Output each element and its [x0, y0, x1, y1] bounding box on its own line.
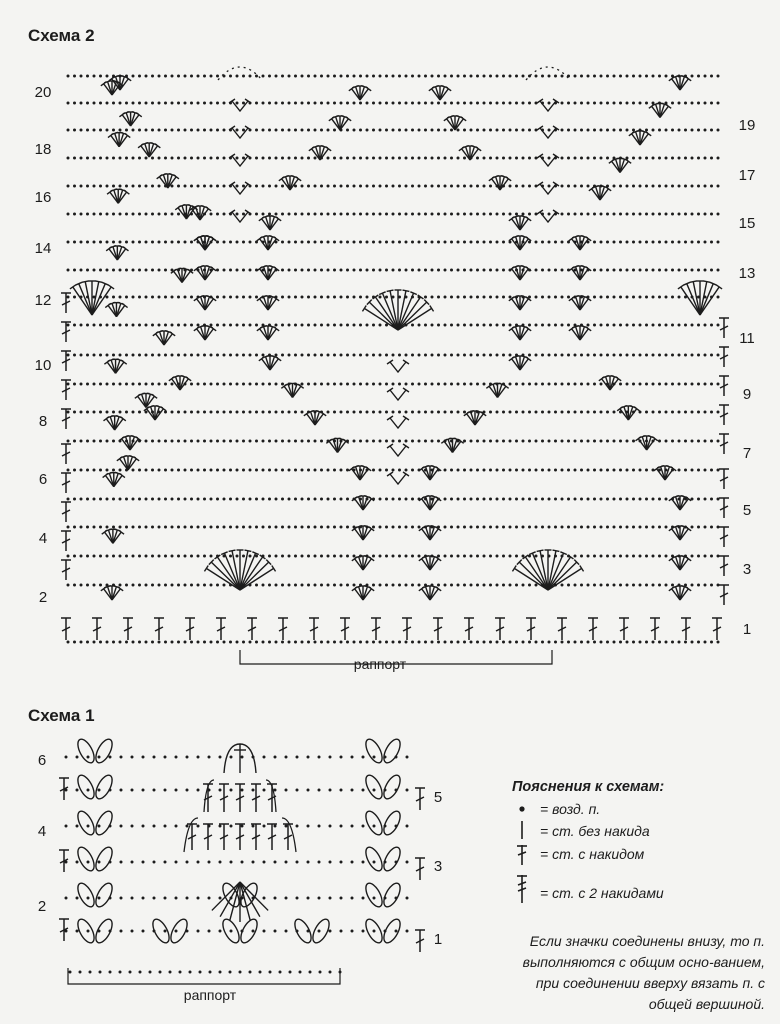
row-number: 6	[37, 752, 47, 769]
row-number: 19	[738, 117, 756, 134]
row-number: 12	[34, 292, 52, 309]
double-crochet-icon	[517, 845, 527, 865]
row-number: 4	[38, 530, 48, 547]
row-number: 5	[433, 789, 443, 806]
row-number: 16	[34, 189, 52, 206]
row-number: 14	[34, 240, 52, 257]
row-number: 20	[34, 84, 52, 101]
row-number: 1	[433, 931, 443, 948]
row-number: 8	[38, 413, 48, 430]
chain-dot-icon	[519, 806, 524, 811]
row-number: 4	[37, 823, 47, 840]
treble-crochet-icon	[517, 875, 527, 903]
scheme2-rapport-label: раппорт	[353, 656, 407, 672]
row-number: 2	[38, 589, 48, 606]
row-number: 6	[38, 471, 48, 488]
row-number: 17	[738, 167, 756, 184]
row-number: 2	[37, 898, 47, 915]
row-number: 13	[738, 265, 756, 282]
legend-item-dc: = ст. с накидом	[540, 846, 645, 862]
row-number: 7	[742, 445, 752, 462]
row-number: 11	[739, 330, 755, 347]
row-number: 10	[34, 357, 52, 374]
scheme1-rapport-label: раппорт	[183, 987, 237, 1003]
legend-title: Пояснения к схемам:	[512, 779, 665, 795]
legend-item-sc: = ст. без накида	[540, 823, 650, 839]
scheme2-title: Схема 2	[28, 26, 95, 45]
row-number: 15	[738, 215, 756, 232]
legend-item-tr: = ст. с 2 накидами	[540, 885, 664, 901]
scheme1-title: Схема 1	[28, 706, 95, 725]
legend-note: Если значки соединены внизу, то п. выполняются с общим осно-ванием, при соединении вверху вязать п. с общей вершиной.	[522, 933, 765, 1012]
row-number: 1	[742, 621, 752, 638]
row-number: 9	[742, 386, 752, 403]
row-number: 18	[34, 141, 52, 158]
row-number: 3	[742, 561, 752, 578]
row-number: 3	[433, 858, 443, 875]
row-number: 5	[742, 502, 752, 519]
legend-item-chain: = возд. п.	[540, 801, 601, 817]
